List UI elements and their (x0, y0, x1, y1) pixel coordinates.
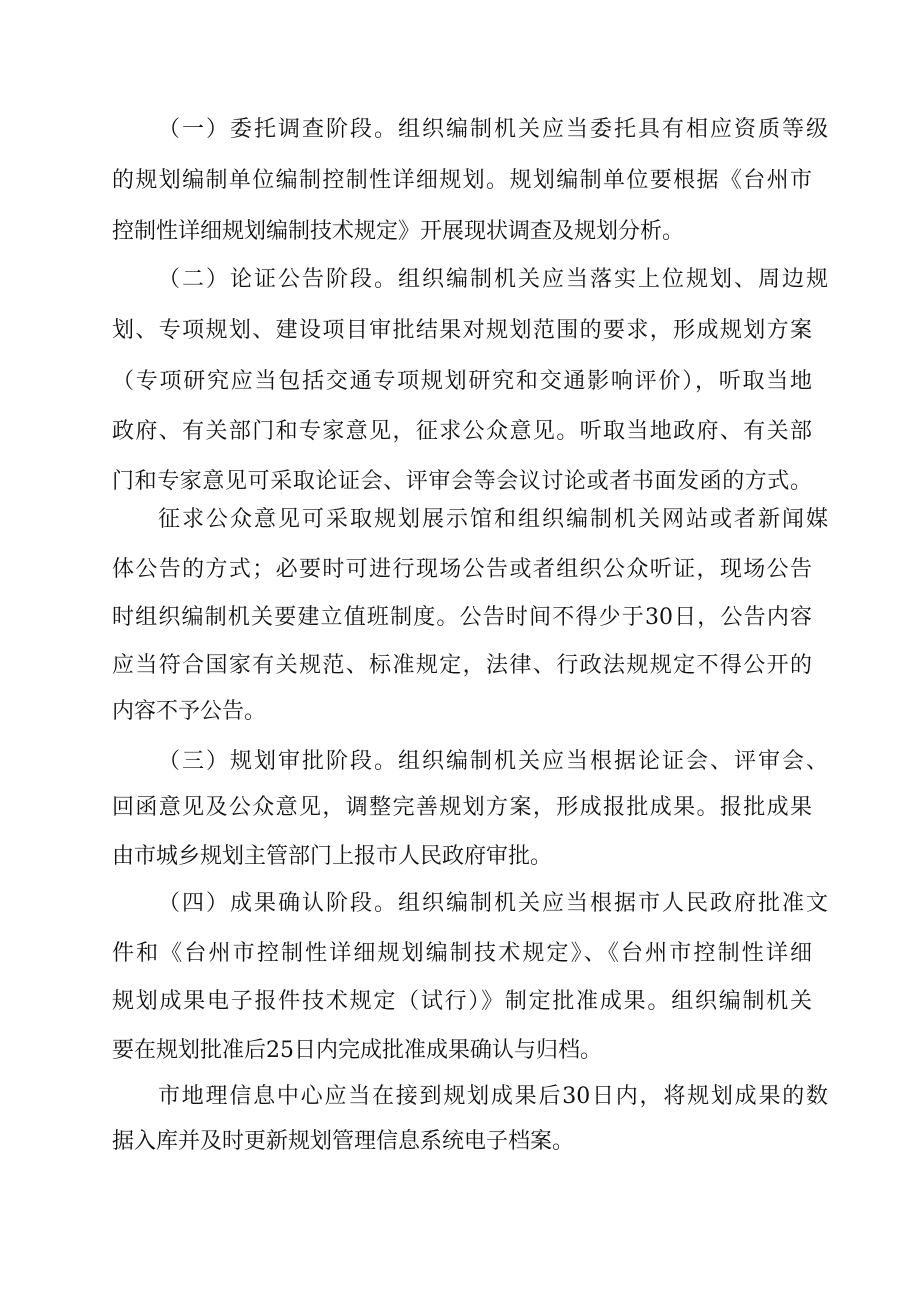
text-line: 的规划编制单位编制控制性详细规划。规划编制单位要根据《台州市 (112, 168, 812, 193)
text-line: 据入库并及时更新规划管理信息系统电子档案。 (112, 1129, 575, 1154)
text-line: 体公告的方式；必要时可进行现场公告或者组织公众听证，现场公告 (112, 557, 812, 582)
text-line: （四）成果确认阶段。组织编制机关应当根据市人民政府批准文 (158, 891, 828, 916)
text-line: 规划成果电子报件技术规定（试行）》制定批准成果。组织编制机关 (112, 989, 812, 1014)
text-line: （专项研究应当包括交通专项规划研究和交通影响评价），听取当地 (112, 369, 812, 394)
text-line: 时组织编制机关要建立值班制度。公告时间不得少于30日，公告内容 (112, 605, 812, 630)
text-line: 要在规划批准后25日内完成批准成果确认与归档。 (112, 1038, 602, 1063)
text-line: 内容不予公告。 (112, 699, 267, 724)
text-line: 件和《台州市控制性详细规划编制技术规定》、《台州市控制性详细 (112, 941, 812, 966)
text-line: 征求公众意见可采取规划展示馆和组织编制机关网站或者新闻媒 (158, 507, 828, 532)
text-line: 门和专家意见可采取论证会、评审会等会议讨论或者书面发函的方式。 (112, 469, 812, 494)
text-line: 划、专项规划、建设项目审批结果对规划范围的要求，形成规划方案 (112, 318, 812, 343)
text-line: 由市城乡规划主管部门上报市人民政府审批。 (112, 844, 553, 869)
text-line: 政府、有关部门和专家意见，征求公众意见。听取当地政府、有关部 (112, 419, 812, 444)
text-line: 控制性详细规划编制技术规定》开展现状调查及规划分析。 (112, 219, 685, 244)
text-line: 市地理信息中心应当在接到规划成果后30日内，将规划成果的数 (158, 1084, 828, 1109)
text-line: 应当符合国家有关规范、标准规定，法律、行政法规规定不得公开的 (112, 653, 812, 678)
text-line: （二）论证公告阶段。组织编制机关应当落实上位规划、周边规 (158, 267, 828, 292)
text-line: （三）规划审批阶段。组织编制机关应当根据论证会、评审会、 (158, 749, 828, 774)
text-line: 回函意见及公众意见，调整完善规划方案，形成报批成果。报批成果 (112, 795, 812, 820)
text-line: （一）委托调查阶段。组织编制机关应当委托具有相应资质等级 (158, 117, 828, 142)
